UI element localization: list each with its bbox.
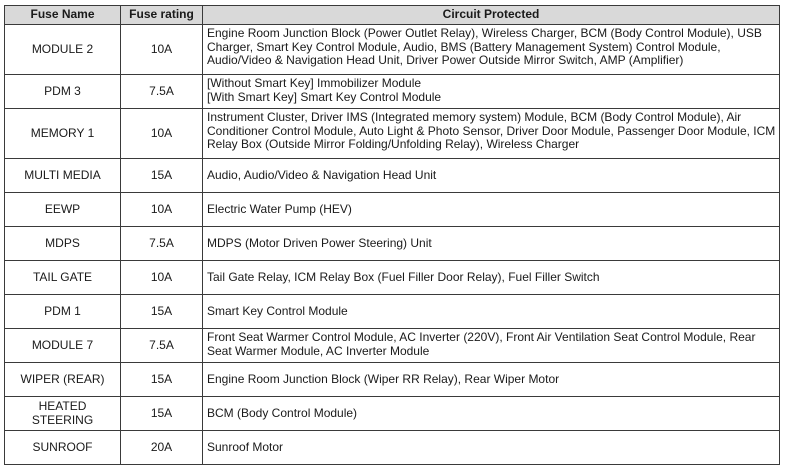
fuse-table [4,5,780,465]
circuit-protected-cell [203,295,780,329]
table-row [5,363,780,397]
fuse-name-cell: HEATED STEERING [5,397,121,431]
fuse-rating-cell: 7.5A [121,329,203,363]
circuit-line: Front Seat Warmer Control Module, AC Inverter (220V), Front Air Ventilation Seat Control Module, Rear [207,330,756,344]
table-row [5,329,780,363]
fuse-rating-cell: 15A [121,159,203,193]
table-row [5,261,780,295]
header-circuit-protected: Circuit Protected [203,6,780,25]
circuit-line: MDPS (Motor Driven Power Steering) Unit [207,235,432,250]
fuse-name-cell: MEMORY 1 [5,109,121,159]
fuse-name-cell: TAIL GATE [5,261,121,295]
table-header [5,6,780,25]
table-row [5,397,780,431]
header-fuse-rating: Fuse rating [121,6,203,25]
table-row [5,109,780,159]
fuse-rating-cell: 15A [121,363,203,397]
fuse-name-cell: MULTI MEDIA [5,159,121,193]
circuit-line: Tail Gate Relay, ICM Relay Box (Fuel Filler Door Relay), Fuel Filler Switch [207,269,600,284]
fuse-rating-cell: 10A [121,261,203,295]
table-row [5,295,780,329]
table-body [5,25,780,465]
circuit-line: Smart Key Control Module [207,303,348,318]
circuit-line: Audio/Video & Navigation Head Unit, Driver Power Outside Mirror Switch, AMP (Amplifier) [207,53,684,68]
fuse-name-cell: MODULE 7 [5,329,121,363]
circuit-line: Seat Warmer Module, AC Inverter Module [207,343,430,358]
table-row [5,431,780,465]
circuit-protected-cell [203,25,780,75]
circuit-line: BCM (Body Control Module) [207,405,358,420]
circuit-protected-cell [203,329,780,363]
circuit-line: Engine Room Junction Block (Wiper RR Relay), Rear Wiper Motor [207,371,560,386]
fuse-table-container [4,5,779,465]
fuse-rating-cell: 20A [121,431,203,465]
circuit-line: Electric Water Pump (HEV) [207,201,352,216]
circuit-line: Engine Room Junction Block (Power Outlet Relay), Wireless Charger, BCM (Body Control Module), USB [207,26,762,40]
fuse-name-cell: WIPER (REAR) [5,363,121,397]
fuse-rating-cell: 7.5A [121,75,203,109]
fuse-rating-cell: 10A [121,193,203,227]
fuse-name-cell: MDPS [5,227,121,261]
header-row [5,6,780,25]
table-row [5,159,780,193]
table-row [5,193,780,227]
circuit-line: [With Smart Key] Smart Key Control Module [207,89,442,104]
fuse-rating-cell: 15A [121,397,203,431]
table-row [5,25,780,75]
fuse-rating-cell: 15A [121,295,203,329]
fuse-rating-cell: 10A [121,109,203,159]
fuse-rating-cell: 7.5A [121,227,203,261]
circuit-protected-cell [203,159,780,193]
circuit-protected-cell [203,261,780,295]
circuit-line: [Without Smart Key] Immobilizer Module [207,76,422,90]
circuit-line: Instrument Cluster, Driver IMS (Integrated memory system) Module, BCM (Body Control Module), Air [207,110,742,124]
circuit-protected-cell [203,109,780,159]
fuse-name-cell: PDM 1 [5,295,121,329]
circuit-protected-cell [203,363,780,397]
circuit-line: Audio, Audio/Video & Navigation Head Unit [207,167,437,182]
circuit-protected-cell [203,397,780,431]
circuit-protected-cell [203,227,780,261]
circuit-line: Sunroof Motor [207,439,284,454]
circuit-protected-cell [203,431,780,465]
fuse-name-cell: MODULE 2 [5,25,121,75]
fuse-name-cell: PDM 3 [5,75,121,109]
fuse-name-cell: EEWP [5,193,121,227]
fuse-name-cell: SUNROOF [5,431,121,465]
circuit-line: Charger, Smart Key Control Module, Audio, BMS (Battery Management System) Control Module, [207,39,721,54]
table-row [5,75,780,109]
table-row [5,227,780,261]
header-fuse-name: Fuse Name [5,6,121,25]
circuit-protected-cell [203,193,780,227]
circuit-line: Relay Box (Outside Mirror Folding/Unfolding Relay), Wireless Charger [207,137,580,152]
circuit-line: Conditioner Control Module, Auto Light & Photo Sensor, Driver Door Module, Passenger Door Module, ICM [207,123,776,138]
fuse-rating-cell: 10A [121,25,203,75]
circuit-protected-cell [203,75,780,109]
